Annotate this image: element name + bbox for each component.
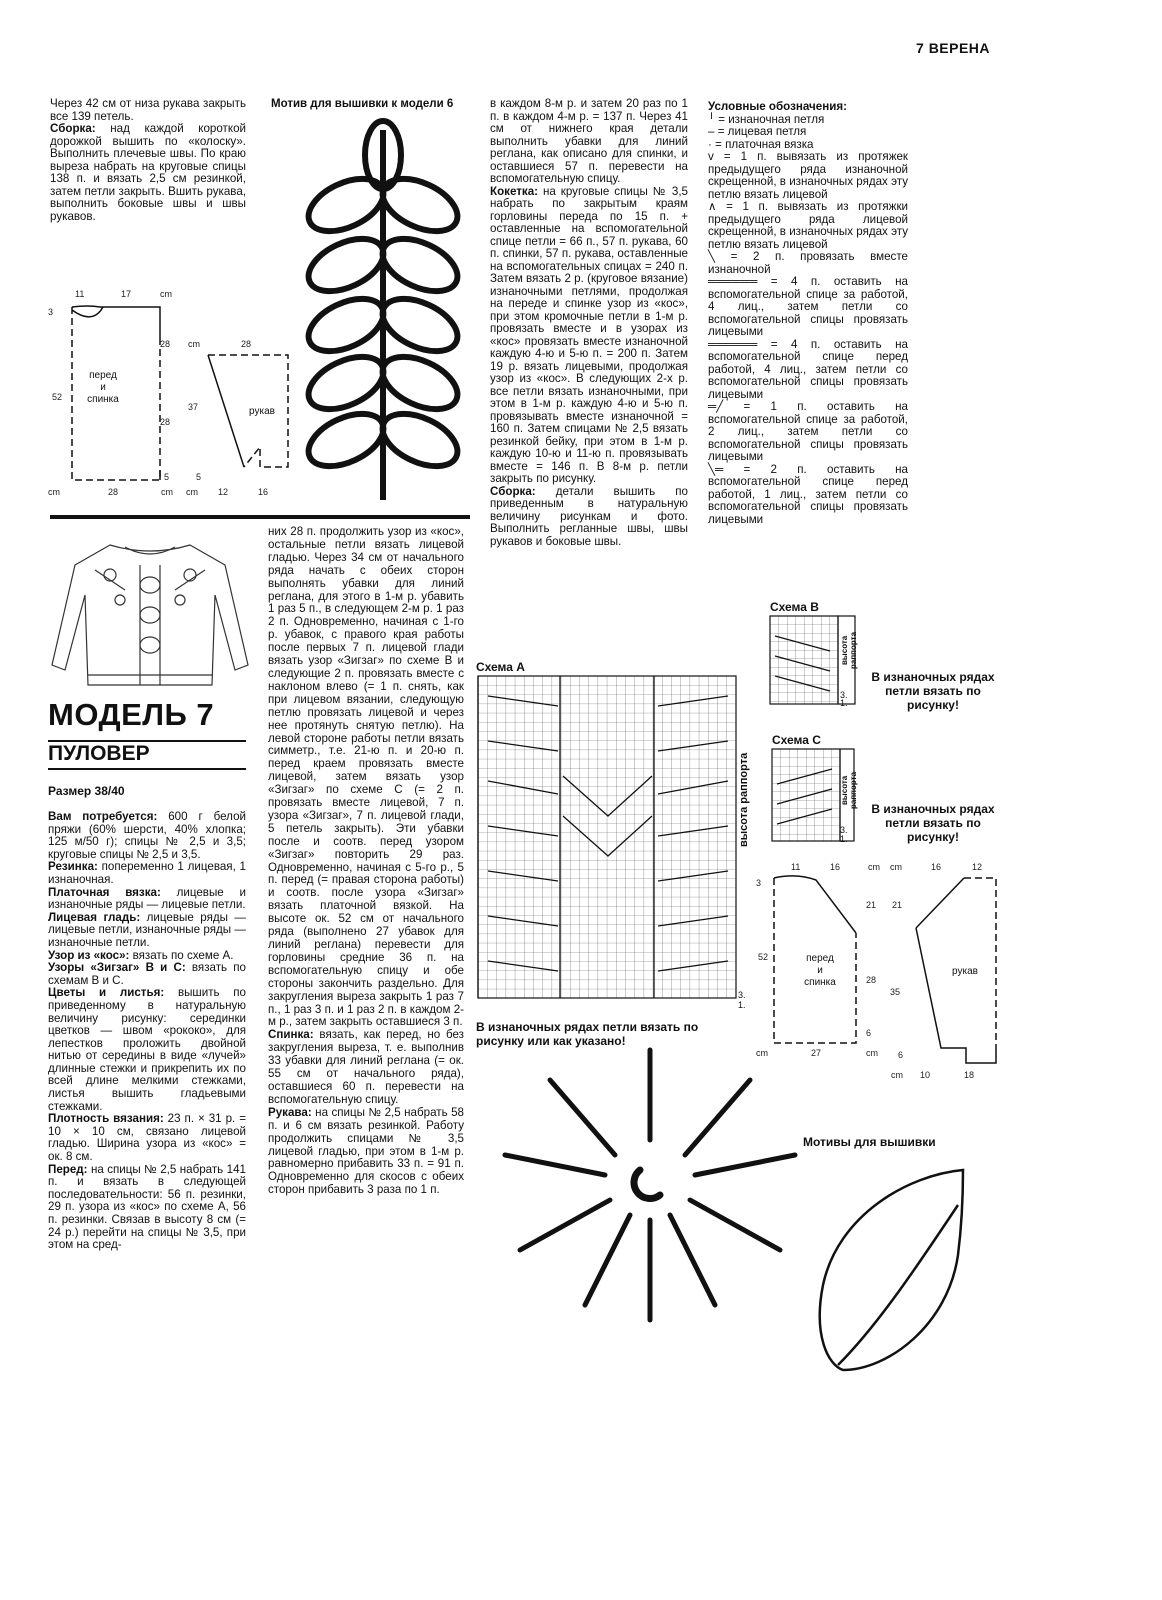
paragraph-text: Через 42 см от низа рукава закрыть все 139 петель. [50,97,246,123]
legend-text: = 2 п. оставить на вспомогательной спице перед работой, 1 лиц., затем петли со вспомогательной спицы провязать лицевыми [708,462,908,526]
schema-c-side-label: высота раппорта [840,771,858,809]
dim-label: 17 [121,289,132,299]
legend-title: Условные обозначения: [708,100,847,113]
legend-text: = 4 п. оставить на вспомогательной спице перед работой, 4 лиц., затем петли со вспомогательной спицы провязать лицевыми [708,337,908,401]
paragraph-text: попеременно 1 лицевая, 1 изнаночная. [48,860,246,886]
dim-label: 11 [75,289,85,299]
legend-symbol: ╲═ [708,462,724,476]
sleeve-label: рукав [952,966,978,977]
legend-text: = 1 п. оставить на вспомогательной спице за работой, 2 лиц., затем петли со вспомогательной спицы провязать лицевыми [708,400,908,463]
dim-label: 5 [196,472,202,482]
dim-label: cm [48,487,60,497]
front-back-label: перед и спинка [87,370,119,405]
paragraph [490,98,688,186]
legend-item [708,276,908,339]
paragraph [48,811,246,861]
dim-label: cm [188,339,200,349]
paragraph-bold: Цветы и листья: [48,986,165,1000]
dim-label: 10 [920,1070,931,1080]
paragraph [48,1113,246,1163]
schema-b-row-mark: 3. [840,690,848,700]
legend-text: = 1 п. вывязать из протяжки предыдущего ряда лицевой скрещенной, в изнаночных рядах эту петлю вязать лицевой [708,200,908,251]
flower-motif [500,1040,800,1330]
legend-symbol: ══════ [708,337,758,351]
schema-a-note: В изнаночных рядах петли вязать по рисунку или как указано! [476,1020,699,1048]
paragraph-text: лицевые ряды — лицевые петли, изнаночные ряды — изнаночные петли. [48,910,246,949]
paragraph-bold: Узор из «кос»: [48,948,130,962]
paragraph-bold: Сборка: [50,122,96,135]
dim-label: 3 [48,307,54,317]
dim-label: cm [868,862,880,872]
paragraph-bold: Кокетка: [490,184,539,198]
subtitle-rule [48,768,246,770]
dim-label: 21 [866,900,877,910]
schema-b-side-label: высота раппорта [840,631,858,669]
col2-bottom-text [268,526,464,1197]
leaf-motif [798,1165,973,1375]
paragraph-text: детали вышить по приведенным в натуральную величину рисункам и фото. Выполнить регланные швы, швы рукавов и боковые швы. [490,484,688,548]
legend-text: = 4 п. оставить на вспомогательной спице за работой, 4 лиц., затем петли со вспомогательной спицы провязать лицевыми [708,275,908,338]
schema-b-note: В изнаночных рядах петли вязать по рисунку! [871,670,995,712]
paragraph-bold: Платочная вязка: [48,885,161,899]
legend-item [708,251,908,276]
legend-symbol: · [708,137,712,151]
dim-label: 18 [964,1070,975,1080]
legend-item [708,401,908,464]
paragraph-text: над каждой короткой дорожкой вышить по «колоску». Выполнить плечевые швы. По краю выреза набрать на круговые спицы 138 п. и вязать 2,5 см резинкой, затем петли закрыть. Вшить рукава, выполнить боковые швы и швы рукавов. [50,122,246,223]
legend-item [708,339,908,402]
dim-label: 52 [52,392,63,402]
model-title: МОДЕЛЬ 7 [48,697,215,732]
motif6-title: Мотив для вышивки к модели 6 [271,98,454,110]
motifs7-title: Мотивы для вышивки [803,1135,936,1149]
legend-text: = платочная вязка [715,137,814,151]
paragraph-text: лицевые и изнаночные ряды — лицевые петли. [48,885,246,912]
dim-label: 11 [791,862,801,872]
schema-a-row-mark: 3. [738,990,746,1000]
dim-label: 16 [258,487,269,497]
paragraph-bold: Лицевая гладь: [48,910,141,924]
dim-label: cm [186,487,198,497]
legend-symbol: ══════ [708,275,758,288]
schema-a-grid [478,676,738,1006]
dim-label: cm [161,487,173,497]
paragraph-text: них 28 п. продолжить узор из «кос», остальные петли вязать лицевой гладью. Через 34 см от начального ряда начать с обеих сторон выполнять убавки для линий реглана, для этого в 1-м р. убавить 1 раз 5 п., в следующем 2-м р. 1 раз 2 п. Одновременно, начиная с 1-го р. убавок, с правого края работы после первых 7 п. лицевой глади вязать узор «Зигзаг» по схеме В и следующие 2 п. провязать вместе с наклоном влево (= 1 п. снять, как при лицевом вязании, следующую петлю провязать лицевой и через нее протянуть снятую петлю). На левой стороне работы петли вязать симметр., т.е. 21-ю п. и 20-ю п. перед краем провязать вместе лицевой, затем вязать узор «Зигзаг» по схеме С (= 2 п. провязать вместе лицевой, 7 п. узора «Зигзаг», 7 п. лицевой глади, 5 петель закрыть). Эти убавки после и соотв. перед узором «Зигзаг» повторить 29 раз. Одновременно, начиная с 5-го р., 5 п. перед (= правая сторона работы) и соотв. после узора «Зигзаг» вязать платочной вязкой. На высоте ок. 52 см от начального ряда (выполнено 27 убавок для линий реглана) перевести для горловины средние 36 п. на вспомогательную спицу и обе стороны закончить раздельно. Для закругления выреза закрыть 1 раз 7 п., 1 раз 3 п. и 1 раз 2 п. в каждом 2-м р., затем закрыть оставшиеся 3 п. [268,525,464,1029]
schema-b-row-mark: 1. [840,698,848,708]
dim-label: 16 [830,862,841,872]
schema-a-title: Схема А [476,660,525,674]
dim-label: 37 [188,402,199,412]
paragraph [490,186,688,486]
paragraph [268,1029,464,1106]
col3-top-text [490,98,688,548]
legend-symbol: v [708,150,714,163]
front-back-label: перед и спинка [804,953,836,988]
paragraph-bold: Резинка: [48,860,98,874]
dim-label: 28 [241,339,252,349]
model-subtitle: ПУЛОВЕР [48,742,150,765]
page-number: 7 [916,40,925,56]
legend-symbol: ╲ [708,250,715,263]
paragraph-text: на спицы № 2,5 набрать 141 п. и вязать в следующей последовательности: 56 п. резинки, 29 п. узора из «кос» по схеме А, 56 п. резинки. Связав в высоту 8 см (= 24 р.) перейти на спицы № 3,5, при этом на сред- [48,1162,246,1252]
paragraph-bold: Спинка: [268,1028,314,1042]
dim-label: cm [891,1070,903,1080]
dim-label: cm [756,1048,768,1058]
sweater-illustration [50,535,250,695]
schema-a-row-mark: 1. [738,1000,746,1010]
dim-label: 6 [898,1050,904,1060]
paragraph-text: вязать по схемам В и С. [48,961,246,987]
section-divider [50,515,470,519]
page-header [916,40,990,56]
sleeve-label: рукав [249,406,275,417]
dim-label: cm [160,289,172,299]
paragraph [48,987,246,1113]
paragraph-bold: Перед: [48,1162,88,1176]
schema-b-title: Схема В [770,600,819,614]
col1-bottom-text [48,811,246,1252]
dim-label: 12 [972,862,983,872]
paragraph [50,98,246,123]
paragraph-bold: Сборка: [490,484,536,498]
dim-label: 21 [892,900,903,910]
paragraph-text: вышить по приведенному в натуральную величину рисунку: серединки цветков — швом «рококо», для лепестков проложить двойной нитью от середины в виде «лучей» длинные стежки и прикрепить их по всей длине мелкими стежками, листья вышить гладьевыми стежками. [48,986,246,1113]
legend-text: = 1 п. вывязать из протяжек предыдущего ряда изнаночной скрещенной, в изнаночных рядах эту петлю вязать лицевой [708,150,908,201]
legend-symbol: ∧ [708,200,717,213]
dim-label: 6 [866,1028,872,1038]
model-size: Размер 38/40 [48,784,125,798]
legend-text: = лицевая петля [717,125,807,138]
dim-label: 3 [756,878,762,888]
legend-symbol: ╵ [708,112,715,126]
paragraph [268,526,464,1029]
paragraph [48,962,246,987]
dim-label: 28 [160,417,171,427]
legend [708,101,908,526]
paragraph-bold: Рукава: [268,1105,312,1119]
dim-label: 12 [218,487,229,497]
paragraph-text: в каждом 8-м р. и затем 20 раз по 1 п. в каждом 4-м р. = 137 п. Через 41 см от нижнего края детали выполнить убавки для линий реглана, как описано для спинки, и оставшиеся 57 п. перевести на вспомогательную спицу. [490,97,688,185]
paragraph [48,861,246,886]
paragraph-bold: Плотность вязания: [48,1112,164,1126]
paragraph-bold: Вам потребуется: [48,810,158,823]
paragraph-text: 600 г белой пряжи (60% шерсти, 40% хлопка; 125 м/50 г); спицы № 2,5 и 3,5; круговые спицы № 2,5 и 3,5. [48,810,246,861]
legend-text: = изнаночная петля [718,112,825,126]
schema-c-row-mark: 1. [840,834,848,844]
wheat-ear-motif [288,115,478,505]
legend-text: = 2 п. провязать вместе изнаночной [708,250,908,276]
schema-c-title: Схема С [772,733,821,747]
paragraph [48,912,246,950]
paragraph-text: на круговые спицы № 3,5 набрать по закрытым краям горловины переда по 15 п. + оставленные на вспомогательной спице петли = 66 п., 57 п. рукава, 60 п. спинки, 57 п. рукава, оставленные на вспомогательных спицах = 240 п. Затем вязать 2 р. (круговое вязание) изнаночными петлями, продолжая на переде и спинке узор из «кос», при этом кромочные петли в 1-м р. провязать вместе и в узорах из «кос» провязать вместе изнаночной каждую 4-ю и 5-ю п. = 200 п. Затем 19 р. вязать лицевыми, продолжая узор из «кос». В следующих 2-х р. все петли вязать изнаночными, при этом в 1-м р. каждую 4-ю и 5-ю п. провязывать вместе изнаночной = 160 п. Затем спицами № 2,5 вязать резинкой бейку, при этом в 1-м р. каждую 10-ю и 11-ю п. провязывать вместе = 146 п. В 8-м р. петли закрыть по рисунку. [490,184,688,485]
legend-symbol: ═╱ [708,400,724,413]
paragraph [490,486,688,549]
paragraph [50,123,246,223]
schema-c-row-mark: 3. [840,825,848,835]
magazine-title: ВЕРЕНА [928,40,991,56]
col1-top-text [50,98,246,223]
dim-label: 27 [811,1048,822,1058]
paragraph-text: на спицы № 2,5 набрать 58 п. и 6 см вязать резинкой. Работу продолжить спицами № 3,5 лицевой гладью, при этом в 1-м р. равномерно прибавить 33 п. = 91 п. Одновременно для скосов с обеих сторон прибавить 3 раза по 1 п. [268,1105,464,1197]
paragraph-bold: Узоры «Зигзаг» В и С: [48,961,186,975]
dim-label: 28 [160,339,171,349]
dim-label: 16 [931,862,942,872]
schema-a-side-label: высота раппорта [738,752,750,848]
legend-item [708,201,908,251]
dim-label: cm [890,862,902,872]
legend-symbol: – [708,125,715,138]
paragraph-text: 23 п. × 31 р. = 10 × 10 см, связано лицевой гладью. Ширина узора из «кос» = ок. 8 см. [48,1112,246,1164]
paragraph [48,1164,246,1252]
legend-item [708,464,908,527]
dim-label: 28 [108,487,119,497]
paragraph [48,887,246,912]
paragraph-text: вязать, как перед, но без закругления выреза, т. е. выполнив 33 убавки для линий реглана (= ок. 55 см от начального ряда), оставшиеся 60 п. перевести на вспомогательную спицу. [268,1028,464,1106]
legend-item [708,151,908,201]
schema-c-note: В изнаночных рядах петли вязать по рисунку! [871,802,995,844]
dim-label: 5 [164,472,170,482]
dim-label: cm [866,1048,878,1058]
dim-label: 35 [890,987,901,997]
paragraph-text: вязать по схеме А. [129,948,234,962]
paragraph [268,1107,464,1197]
dim-label: 28 [866,975,877,985]
dim-label: 52 [758,952,769,962]
